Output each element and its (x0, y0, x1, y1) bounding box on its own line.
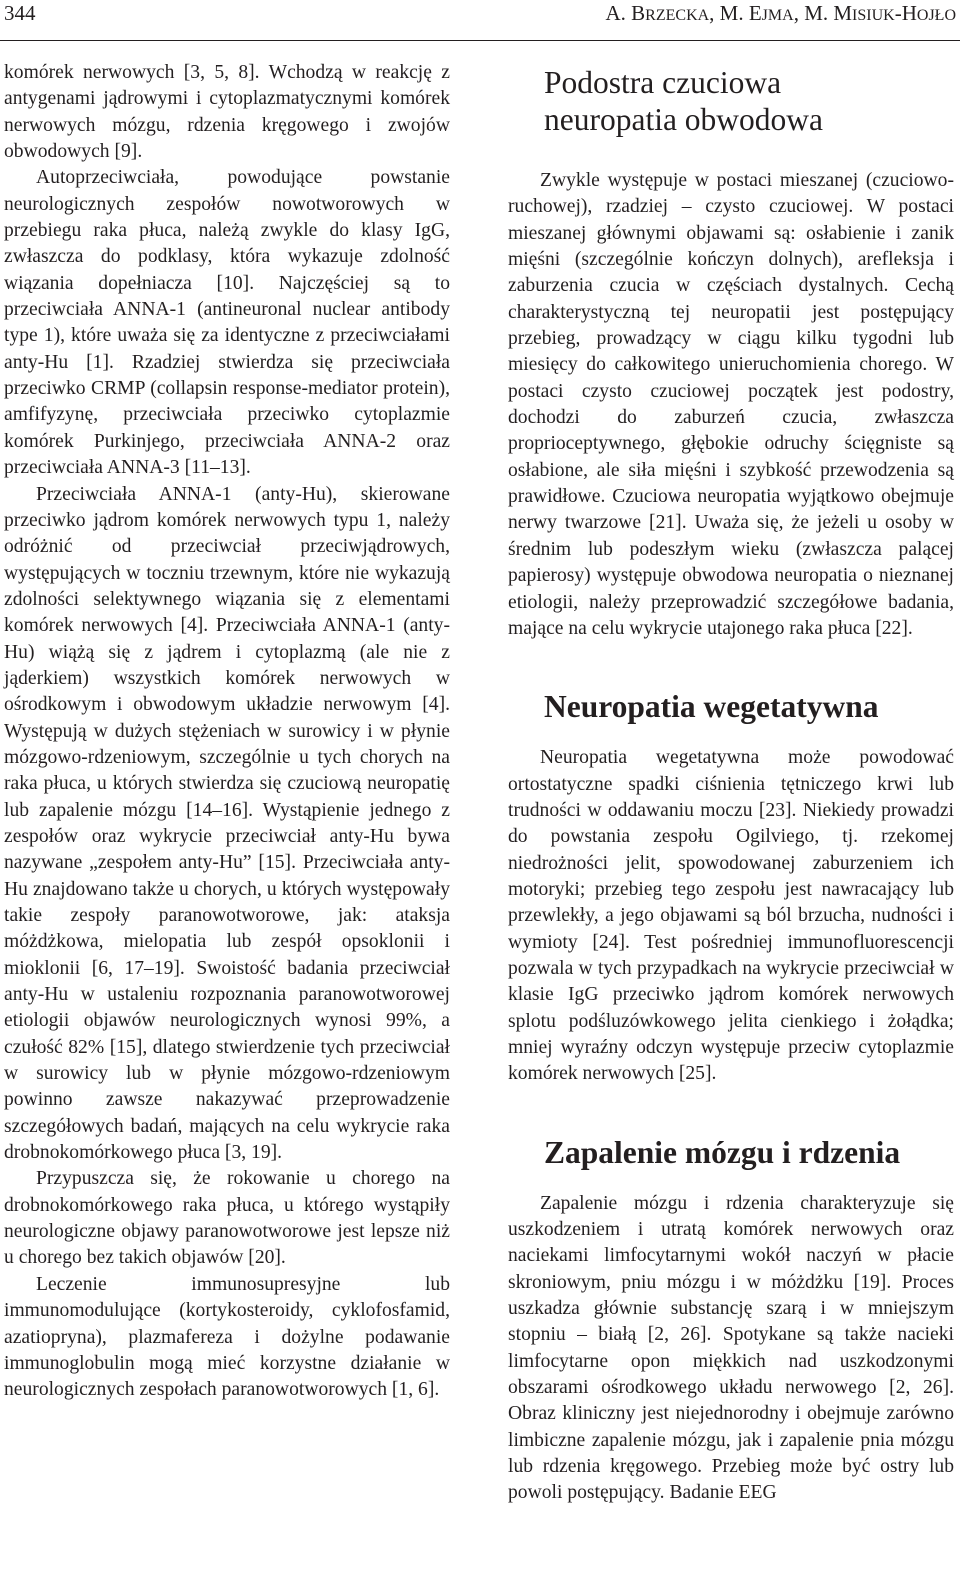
paragraph: Autoprzeciwciała, powodujące powstanie neurologicznych zespołów nowotworowych w przebiegu raka płuca, należą zwykle do klasy IgG, zwłaszcza do podklasy, która wykazuje zdolność wiązania dopełniacza [10]. Najczęściej są to przeciwciała ANNA-1 (antineuronal nuclear antibody type 1), które uważa się za identyczne z przeciwciałami anty-Hu [1]. Rzadziej stwierdza się przeciwciała przeciwko CRMP (collapsin response-mediator protein), amfifyzynę, przeciwciała przeciwko cytoplazmie komórek Purkinjego, przeciwciała ANNA-2 oraz przeciwciała ANNA-3 [11–13]. (4, 167, 450, 479)
paragraph: komórek nerwowych [3, 5, 8]. Wchodzą w reakcję z antygenami jądrowymi i cytoplazmatycznymi komórek nerwowych mózgu, rdzenia kręgowego i zwojów obwodowych [9]. (4, 62, 450, 163)
paragraph: Neuropatia wegetatywna może powodować ortostatyczne spadki ciśnienia tętniczego krwi lub trudności w oddawaniu moczu [23]. Niekiedy prowadzi do powstania zespołu Ogilviego, tj. rzekomej niedrożności jelit, spowodowanej zaburzeniem ich motoryki; przebieg tego zespołu jest nawracający lub przewlekły, a jego objawami są ból brzucha, nudności i wymioty [24]. Test pośredniej immunofluorescencji pozwala w tych przypadkach na wykrycie przeciwciał w klasie IgG przeciwko jądrom komórek nerwowych splotu podśluzówkowego jelita cienkiego i żołądka; mniej wyraźny odczyn występuje przeciw cytoplazmie komórek nerwowych [25]. (508, 747, 954, 1085)
author-part-smallcaps: RZECKA (645, 7, 710, 24)
author-part: -H (894, 1, 917, 25)
heading-line: Podostra czuciowa (544, 65, 782, 100)
author-part-smallcaps: JMA (761, 7, 794, 24)
author-part-smallcaps: OJŁO (916, 7, 956, 24)
running-header (0, 0, 960, 41)
author-part-smallcaps: ISIUK (852, 7, 895, 24)
paragraph: Przypuszcza się, że rokowanie u chorego na drobnokomórkowego raka płuca, u którego wystąpiły neurologiczne objawy paranowotworowe jest lepsze niż u chorego bez takich objawów [20]. (4, 1168, 450, 1269)
section-heading: Neuropatia wegetatywna (544, 689, 879, 725)
author-part: , M. M (793, 1, 853, 25)
section-heading: Zapalenie mózgu i rdzenia (544, 1134, 901, 1170)
paragraph: Leczenie immunosupresyjne lub immunomodulujące (kortykosteroidy, cyklofosfamid, azatiopryna), plazmafereza i dożylne podawanie immunoglobulin mogą mieć korzystne działanie w neurologicznych zespołach paranowotworowych [1, 6]. (4, 1273, 450, 1401)
page-number: 344 (4, 1, 36, 25)
left-column (4, 60, 450, 1404)
section-heading (508, 64, 954, 138)
heading-line: neuropatia obwodowa (544, 102, 824, 137)
author-part: A. B (605, 1, 646, 25)
running-head-authors (605, 0, 956, 29)
right-column (508, 60, 954, 1507)
paragraph: Zwykle występuje w postaci mieszanej (czuciowo-ruchowej), rzadziej – czysto czuciowej. W postaci mieszanej głównymi objawami są: osłabienie i zanik mięśni (szczególnie kończyn dolnych), arefleksja i zaburzenia czucia w częściach dystalnych. Cechą charakterystyczną tej neuropatii jest postępujący przebieg, prowadzący w ciągu kilku tygodni lub miesięcy do całkowitego unieruchomienia chorego. W postaci czysto czuciowej początek jest podostry, dochodzi do zaburzeń czucia, zwłaszcza proprioceptywnego, głębokie odruchy ścięgniste są osłabione, ale siła mięśni i szybkość przewodzenia są prawidłowe. Czuciowa neuropatia wyjątkowo obejmuje nerwy twarzowe [21]. Uważa się, że jeżeli u osoby w średnim lub podeszłym wieku (zwłaszcza palącej papierosy) występuje obwodowa neuropatia o nieznanej etiologii, należy przeprowadzić szczegółowe badania, mające na celu wykrycie utajonego raka płuca [22]. (508, 170, 954, 639)
author-part: , M. E (709, 1, 762, 25)
paragraph: Zapalenie mózgu i rdzenia charakteryzuje się uszkodzeniem i utratą komórek nerwowych oraz naciekami limfocytarnymi wokół naczyń w płacie skroniowym, pniu mózgu i w móżdżku [19]. Proces uszkadza głównie substancję szarą i w mniejszym stopniu – białą [2, 26]. Spotykane są także nacieki limfocytarne opon miękkich nad uszkodzonymi obszarami ośrodkowego układu nerwowego [2, 26]. Obraz kliniczny jest niejednorodny i obejmuje zarówno limbiczne zapalenie mózgu, jak i zapalenie pnia mózgu lub rdzenia kręgowego. Przebieg może być ostry lub powoli postępujący. Badanie EEG (508, 1192, 954, 1504)
paragraph: Przeciwciała ANNA-1 (anty-Hu), skierowane przeciwko jądrom komórek nerwowych typu 1, należy odróżnić od przeciwciał przeciwjądrowych, występujących w toczniu trzewnym, które nie wykazują zdolności selektywnego wiązania się z elementami komórek nerwowych [4]. Przeciwciała ANNA-1 (anty-Hu) wiążą się z jądrem i cytoplazmą (ale nie z jąderkiem) wszystkich komórek nerwowych w ośrodkowym i obwodowym układzie nerwowym [4]. Występują w dużych stężeniach w surowicy i w płynie mózgowo-rdzeniowym, szczególnie u tych chorych na raka płuca, u których stwierdza się czuciową neuropatię lub zapalenie mózgu [14–16]. Wystąpienie jednego z zespołów oraz wykrycie przeciwciał anty-Hu bywa nazywane „zespołem anty-Hu” [15]. Przeciwciała anty-Hu znajdowano także u chorych, u których występowały takie zespoły paranowotworowe, jak: ataksja móżdżkowa, mielopatia lub zespół opsoklonii i mioklonii [6, 17–19]. Swoistość badania przeciwciał anty-Hu w ustaleniu rozpoznania paranowotworowej etiologii objawów neurologicznych wynosi 99%, a czułość 82% [15], dlatego stwierdzenie tych przeciwciał w surowicy lub w płynie mózgowo-rdzeniowym powinno zawsze nakazywać przeprowadzenie szczegółowych badań, mających na celu wykrycie raka drobnokomórkowego płuca [3, 19]. (4, 483, 450, 1164)
